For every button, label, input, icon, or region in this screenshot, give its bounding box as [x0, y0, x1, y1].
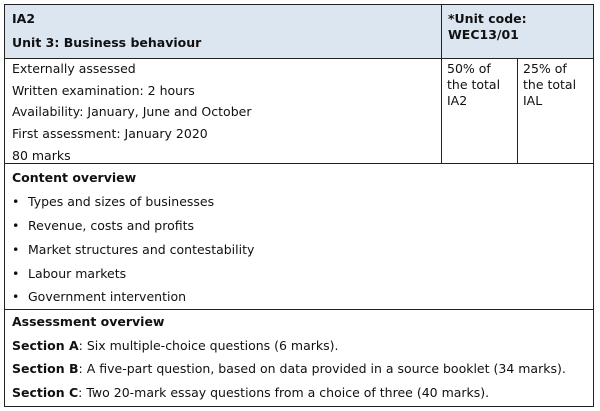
detail-line: 80 marks — [12, 148, 71, 163]
section-text: : A five-part question, based on data provided in a source booklet (34 marks). — [78, 361, 566, 376]
assessment-section — [12, 338, 339, 354]
list-item — [12, 266, 126, 282]
list-item-text: Market structures and contestability — [28, 242, 255, 257]
list-item-text: Types and sizes of businesses — [28, 194, 215, 209]
list-item — [12, 218, 194, 234]
unit-code-label: *Unit code: — [448, 11, 527, 26]
section-text: : Two 20-mark essay questions from a choice of three (40 marks). — [78, 385, 490, 400]
detail-line: Externally assessed — [12, 61, 136, 76]
assessment-section — [12, 361, 566, 377]
bullet-icon — [12, 242, 28, 258]
list-item-text: Government intervention — [28, 289, 187, 304]
column-divider-2 — [517, 58, 518, 163]
content-overview-title: Content overview — [12, 170, 137, 185]
weight-ia2-line: the total — [447, 77, 501, 92]
list-item — [12, 242, 254, 258]
bullet-icon — [12, 289, 28, 305]
section-label: Section B — [12, 361, 79, 376]
assessment-overview-title: Assessment overview — [12, 314, 165, 329]
detail-line: Availability: January, June and October — [12, 104, 252, 119]
detail-line: Written examination: 2 hours — [12, 83, 195, 98]
detail-line: First assessment: January 2020 — [12, 126, 208, 141]
bullet-icon — [12, 194, 28, 210]
unit-title: Unit 3: Business behaviour — [12, 35, 202, 50]
list-item — [12, 289, 186, 305]
weight-ia2-line: 50% of — [447, 61, 491, 76]
unit-table — [4, 4, 594, 407]
bullet-icon — [12, 266, 28, 282]
assessment-section — [12, 385, 489, 401]
unit-id: IA2 — [12, 11, 36, 26]
section-text: : Six multiple-choice questions (6 marks). — [78, 338, 339, 353]
bullet-icon — [12, 218, 28, 234]
weight-ial-line: the total — [523, 77, 577, 92]
row-divider — [5, 163, 593, 164]
weight-ial-line: 25% of — [523, 61, 567, 76]
section-label: Section A — [12, 338, 79, 353]
weight-ial-line: IAL — [523, 93, 543, 108]
list-item-text: Revenue, costs and profits — [28, 218, 195, 233]
row-divider — [5, 309, 593, 310]
weight-ia2-line: IA2 — [447, 93, 468, 108]
list-item-text: Labour markets — [28, 266, 127, 281]
table-header — [5, 5, 593, 59]
list-item — [12, 194, 214, 210]
section-label: Section C — [12, 385, 79, 400]
unit-code-value: WEC13/01 — [448, 27, 519, 42]
column-divider — [441, 5, 442, 163]
